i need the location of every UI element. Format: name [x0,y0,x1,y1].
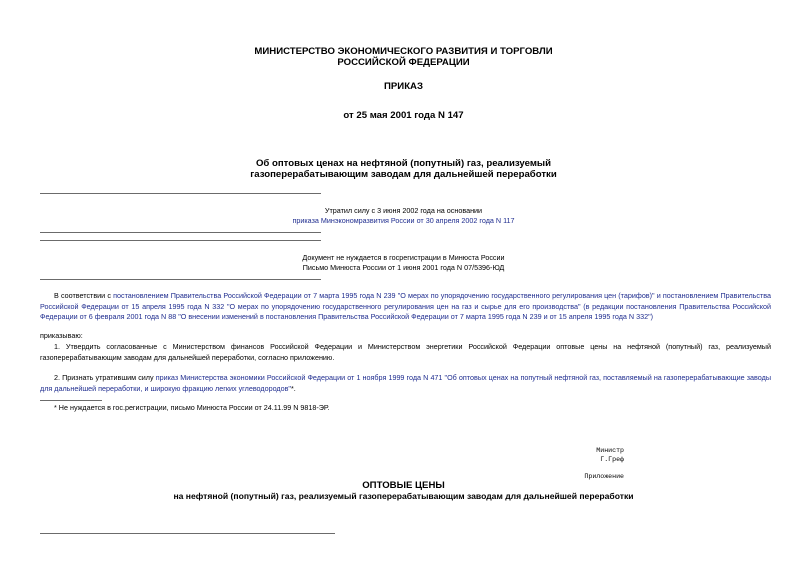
status-note [0,206,807,226]
divider [40,533,335,534]
ministry-line-1: МИНИСТЕРСТВО ЭКОНОМИЧЕСКОГО РАЗВИТИЯ И ТОРГОВЛИ [254,46,553,57]
preamble-link[interactable]: постановлением Правительства Российской Федерации от 7 марта 1995 года N 239 "О мерах по упорядочению государственного регулирования цен (тарифов)" и постановлением Правительства Российской Федерации от 15 апреля 1995 года N 332 "О мерах по упорядочению государственного регулирования цен на газ и сырье для его производства" (в редакции постановления Правительства Российской Федерации от 6 февраля 2001 года N 88 "О внесении изменений в постановления Правительства Российской Федерации от 7 марта 1995 года N 239 и от 15 апреля 1995 года N 332") [40,291,772,321]
item-2-link[interactable]: приказ Министерства экономики Российской Федерации от 1 ноября 1999 года N 471 "Об оптовых ценах на попутный нефтяной газ, поставляемый на газоперерабатывающие заводы для дальнейшей переработки, и широкую фракцию легких углеводородов" [40,373,771,393]
ministry-line-2: РОССИЙСКОЙ ФЕДЕРАЦИИ [337,57,470,68]
status-note-text: Утратил силу с 3 июня 2002 года на основании [324,206,483,215]
divider [40,240,321,241]
doc-title-line-1: Об оптовых ценах на нефтяной (попутный) газ, реализуемый [255,158,552,169]
appendix-label: Приложение [584,473,624,480]
doc-type: ПРИКАЗ [384,81,423,92]
registration-note [0,253,807,273]
registration-note-line-2: Письмо Минюста России от 1 июня 2001 года N 07/5396-ЮД [302,263,505,272]
divider [40,232,321,233]
footnote-divider [40,400,102,401]
signature-position: Министр [596,447,624,454]
doc-title-line-2: газоперерабатывающим заводам для дальнейшей переработки [250,169,557,180]
item-1-paragraph: 1. Утвердить согласованные с Министерством финансов Российской Федерации и Министерством энергетики Российской Федерации оптовые цены на нефтяной (попутный) газ, реализуемый газоперерабатывающим заводам для дальнейшей переработки, согласно приложению. [40,342,771,362]
item-2-text: 2. Признать утратившим силу [54,373,156,382]
order-word: приказываю: [40,331,83,340]
footnote: * Не нуждается в гос.регистрации, письмо Минюста России от 24.11.99 N 9818-ЭР. [54,403,330,412]
signature-name: Г.Греф [600,456,624,463]
appendix-title: ОПТОВЫЕ ЦЕНЫ [362,480,445,491]
status-note-link[interactable]: приказа Минэкономразвития России от 30 апреля 2002 года N 117 [292,216,515,225]
item-2-suffix: *. [291,383,296,393]
divider [40,193,321,194]
registration-note-line-1: Документ не нуждается в госрегистрации в Минюста России [302,253,505,262]
ministry-title [0,46,807,68]
signature-block [596,446,624,464]
divider [40,279,321,280]
preamble-text: В соответствии с [54,291,114,300]
doc-date-number: от 25 мая 2001 года N 147 [343,110,464,121]
appendix-subtitle: на нефтяной (попутный) газ, реализуемый газоперерабатывающим заводам для дальнейшей переработки [173,491,634,501]
preamble-paragraph [40,291,771,323]
item-2-paragraph [40,373,771,394]
doc-title [0,158,807,180]
